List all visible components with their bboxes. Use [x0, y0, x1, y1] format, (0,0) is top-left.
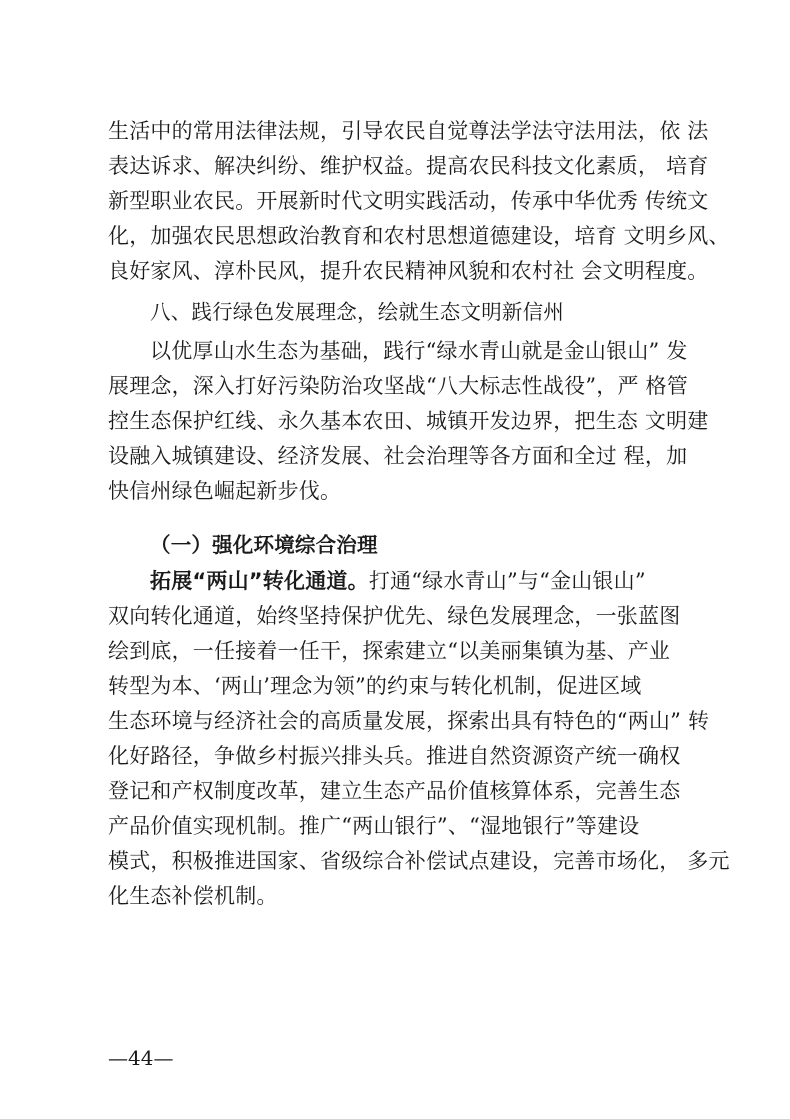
paragraph-3-line-6: 化好路径，争做乡村振兴排头兵。推进自然资源资产统一确权 — [108, 744, 681, 768]
paragraph-3-line-5: 生态环境与经济社会的高质量发展，探索出具有特色的“两山” 转 — [108, 709, 710, 733]
page-number: —44— — [108, 1046, 174, 1070]
paragraph-3-line-2: 双向转化通道，始终坚持保护优先、绿色发展理念，一张蓝图 — [108, 604, 681, 628]
paragraph-3-line-7: 登记和产权制度改革，建立生态产品价值核算体系，完善生态 — [108, 779, 681, 803]
paragraph-2-line-1: 以优厚山水生态为基础，践行“绿水青山就是金山银山” 发 — [150, 339, 688, 363]
paragraph-3-line-10: 化生态补偿机制。 — [108, 884, 278, 908]
paragraph-3-line-8: 产品价值实现机制。推广“两山银行”、“湿地银行”等建设 — [108, 814, 640, 838]
paragraph-3-line-3: 绘到底，一任接着一任干，探索建立“以美丽集镇为基、产业 — [108, 639, 671, 663]
section-heading: 八、践行绿色发展理念，绘就生态文明新信州 — [150, 300, 564, 324]
subsection-heading: （一）强化环境综合治理 — [150, 533, 378, 557]
paragraph-2-line-3: 控生态保护红线、永久基本农田、城镇开发边界，把生态 文明建 — [108, 409, 709, 433]
paragraph-1-line-5: 良好家风、淳朴民风，提升农民精神风貌和农村社 会文明程度。 — [108, 259, 709, 283]
paragraph-1-line-4: 化，加强农民思想政治教育和农村思想道德建设，培育 文明乡风、 — [108, 224, 730, 248]
paragraph-3-line-1-rest: 打通“绿水青山”与“金山银山” — [368, 569, 646, 593]
paragraph-2-line-5: 快信州绿色崛起新步伐。 — [108, 479, 342, 503]
paragraph-3-line-4: 转型为本、‘两山’理念为领”的约束与转化机制，促进区域 — [108, 674, 642, 698]
paragraph-3-line-1 — [150, 566, 740, 596]
paragraph-3-line-9: 模式，积极推进国家、省级综合补偿试点建设，完善市场化， 多元 — [108, 849, 730, 873]
paragraph-1-line-1: 生活中的常用法律法规，引导农民自觉尊法学法守法用法，依 法 — [108, 119, 709, 143]
paragraph-3-lead-bold: 拓展“两山”转化通道。 — [150, 569, 369, 593]
paragraph-2-line-4: 设融入城镇建设、经济发展、社会治理等各方面和全过 程，加 — [108, 444, 688, 468]
paragraph-2-line-2: 展理念，深入打好污染防治攻坚战“八大标志性战役”，严 格管 — [108, 374, 688, 398]
paragraph-1-line-2: 表达诉求、解决纠纷、维护权益。提高农民科技文化素质， 培育 — [108, 154, 709, 178]
paragraph-1-line-3: 新型职业农民。开展新时代文明实践活动，传承中华优秀 传统文 — [108, 189, 709, 213]
